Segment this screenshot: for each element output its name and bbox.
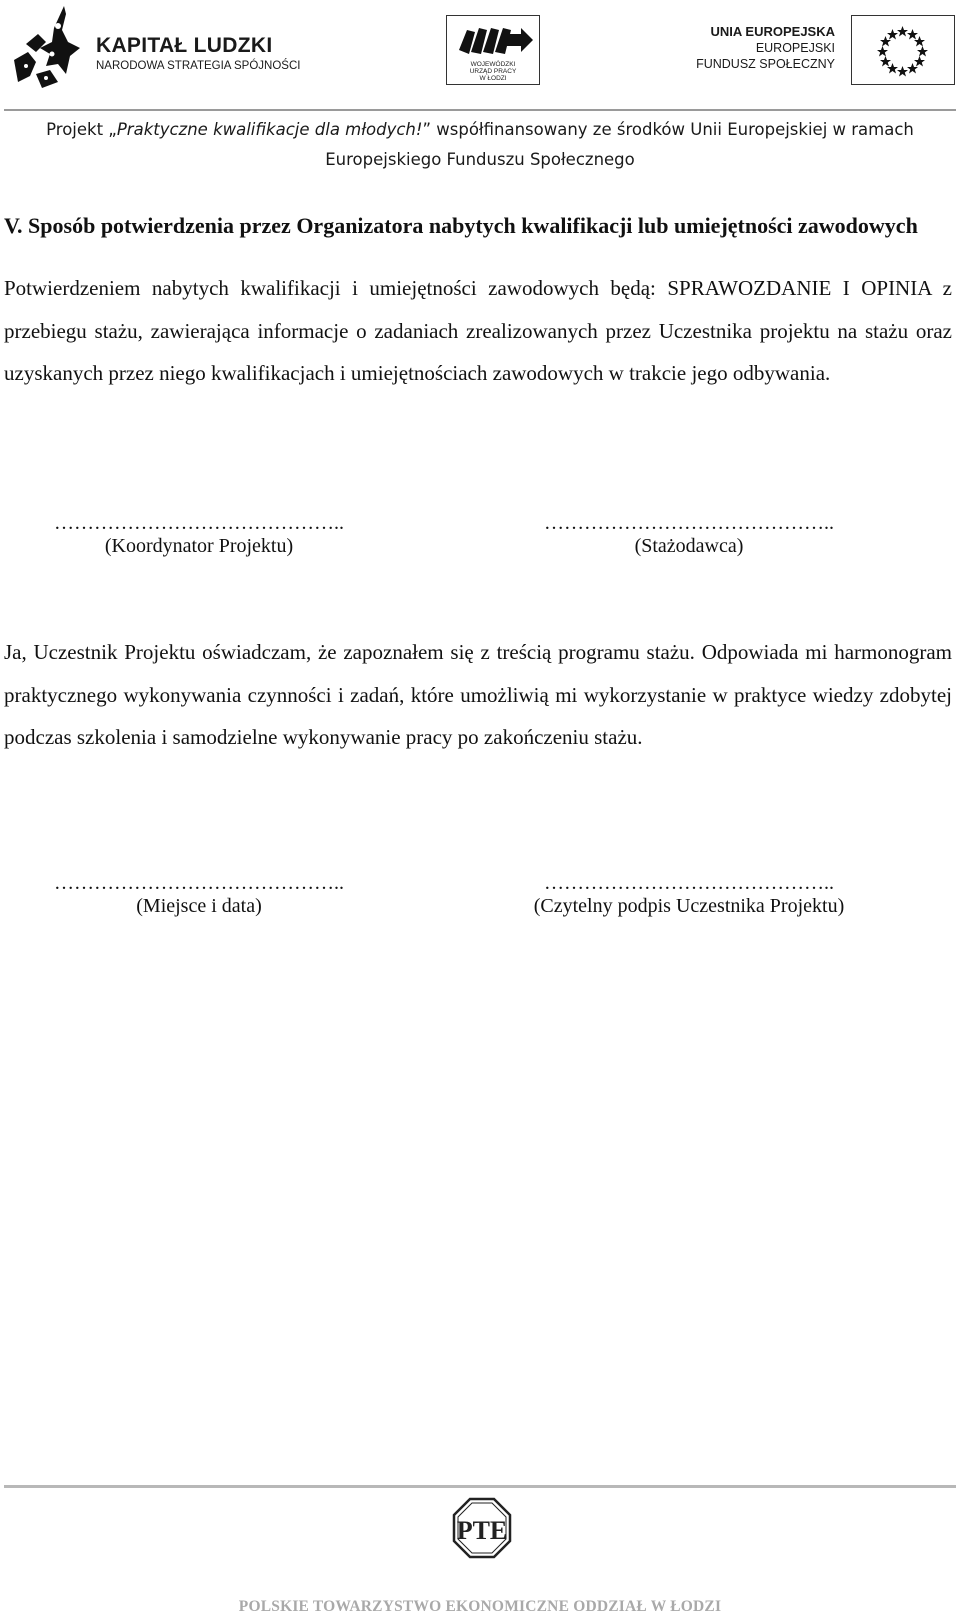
signature-label-coordinator: (Koordynator Projektu) [104,535,294,557]
wup-line-2: URZĄD PRACY [469,68,517,75]
participant-statement-paragraph: Ja, Uczestnik Projektu oświadczam, że zapoznałem się z treścią programu stażu. Odpowiada mi harmonogram praktycznego wykonywania czynności i zadań, które umożliwią mi wykorzystanie w praktyce wiedzy zdobytej podczas szkolenia i samodzielne wykonywanie pracy po zakończeniu stażu. [4,640,952,749]
signature-place-date [4,872,394,918]
wup-line-3: W ŁODZI [479,75,507,82]
project-name: Praktyczne kwalifikacje dla młodych! [116,120,423,139]
wup-cards-icon [447,20,538,64]
wup-caption [447,61,539,82]
kapital-ludzki-emblem-icon [6,4,90,92]
project-line-1 [0,120,960,139]
section-heading: V. Sposób potwierdzenia przez Organizatora nabytych kwalifikacji lub umiejętności zawodowych [4,213,918,238]
wup-line-1: WOJEWÓDZKI [470,61,516,68]
signature-line: …………………………………….. [54,512,344,534]
header-divider [4,109,956,111]
signature-label-employer: (Stażodawca) [634,535,744,557]
signature-label-place-date: (Miejsce i data) [136,895,262,917]
eu-line-1: UNIA EUROPEJSKA [710,24,835,39]
pte-logo-text: PTE [456,1516,508,1545]
signature-employer [494,512,884,558]
wup-logo [446,15,540,85]
signature-coordinator [4,512,394,558]
signature-line: …………………………………….. [544,512,834,534]
pte-emblem-icon [452,1497,512,1559]
signature-line: …………………………………….. [54,872,344,894]
eu-line-2: EUROPEJSKI [755,41,835,55]
project-line-2: Europejskiego Funduszu Społecznego [325,150,635,169]
project-suffix: ” współfinansowany ze środków Unii Europejskiej w ramach [422,120,914,139]
pte-logo [452,1497,512,1559]
kapital-ludzki-subtitle: NARODOWA STRATEGIA SPÓJNOŚCI [96,60,301,72]
signature-line: …………………………………….. [544,872,834,894]
footer-organization: POLSKIE TOWARZYSTWO EKONOMICZNE ODDZIAŁ W ŁODZI [238,1598,722,1615]
footer-divider [4,1485,956,1488]
project-prefix: Projekt „ [46,120,117,139]
eu-flag [851,15,955,85]
kapital-ludzki-title: KAPITAŁ LUDZKI [96,34,273,57]
confirmation-paragraph: Potwierdzeniem nabytych kwalifikacji i umiejętności zawodowych będą: SPRAWOZDANIE I OPINIA z przebiegu stażu, zawierająca informacje o zadaniach zrealizowanych przez Uczestnika projektu na stażu oraz uzyskanych przez niego kwalifikacjach i umiejętnościach zawodowych w trakcie jego odbywania. [4,276,952,385]
eu-line-3: FUNDUSZ SPOŁECZNY [696,57,835,71]
eu-caption [696,24,835,72]
kapital-ludzki-logo [6,4,306,92]
signature-label-participant: (Czytelny podpis Uczestnika Projektu) [533,895,845,917]
signature-participant [494,872,884,918]
header-logos [0,0,960,110]
eu-stars-icon [852,16,953,83]
